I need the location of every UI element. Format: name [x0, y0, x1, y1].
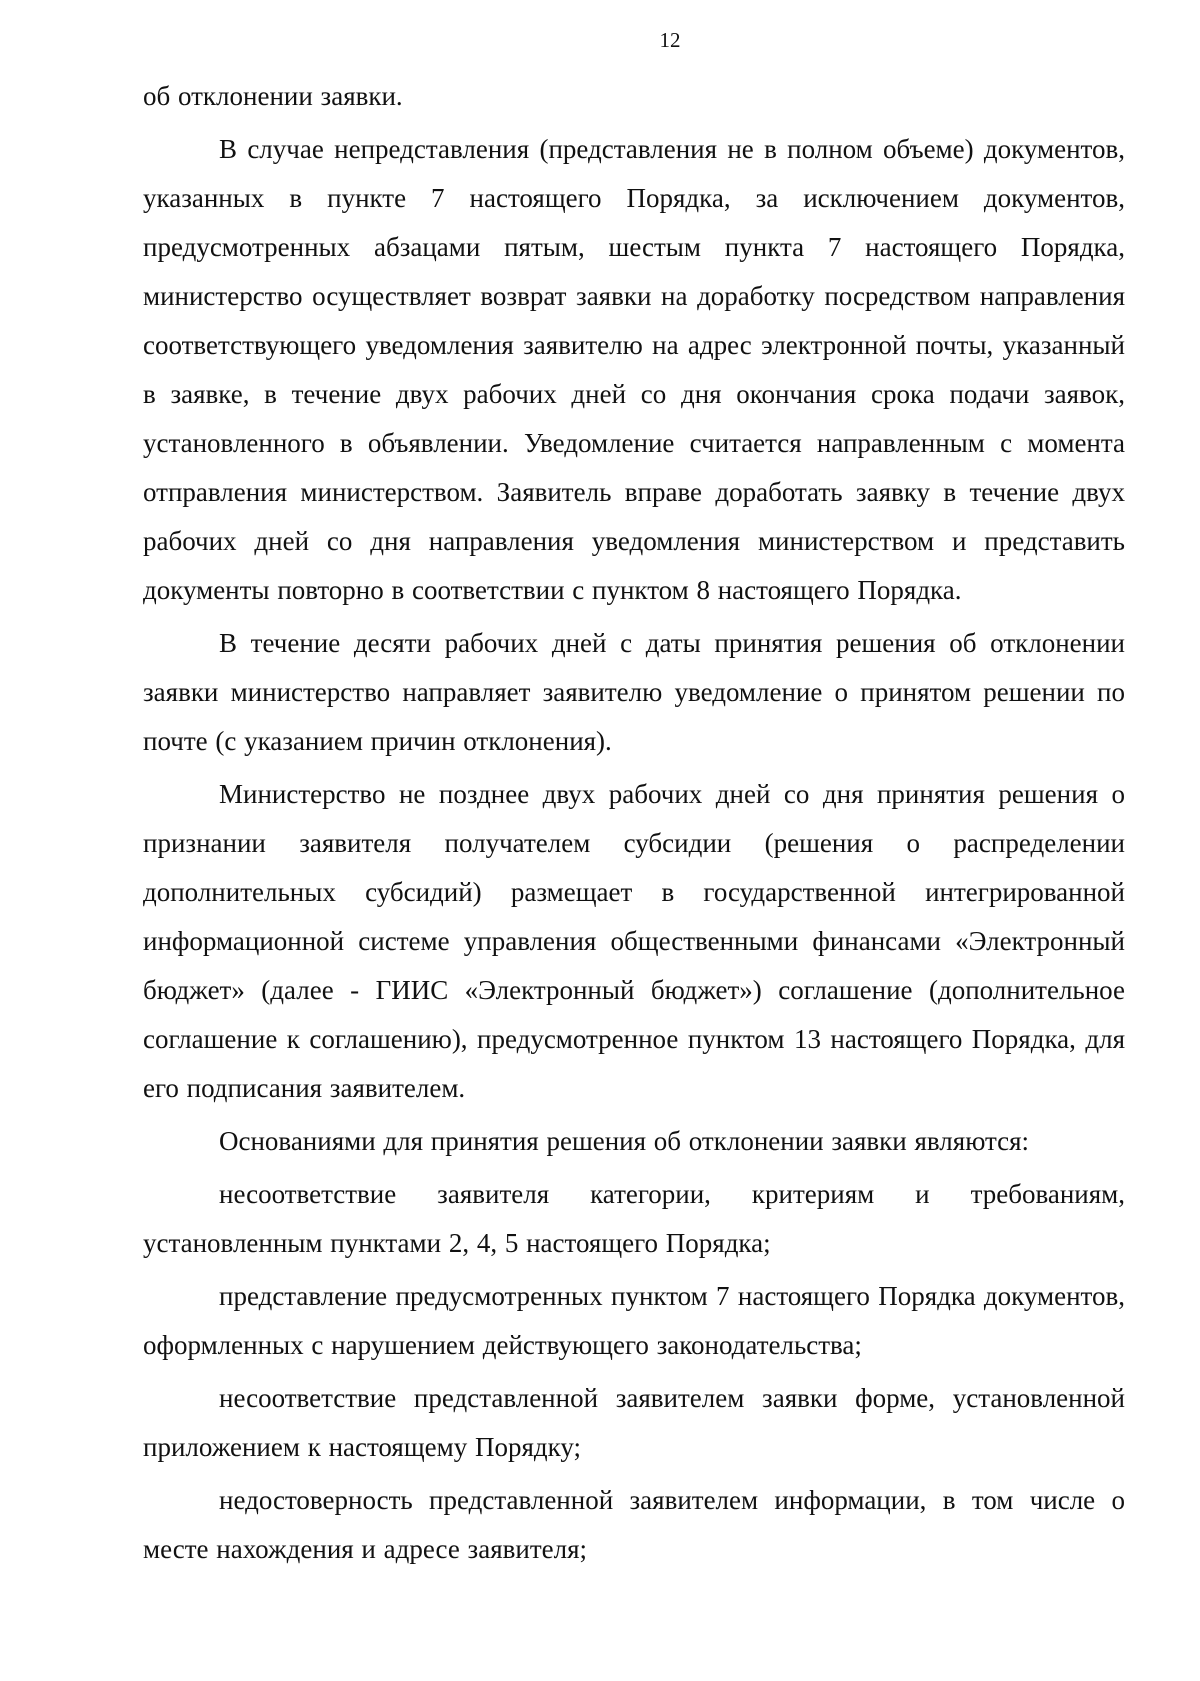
paragraph-continuation: об отклонении заявки.: [143, 81, 403, 111]
list-item-ground-unreliable-info: недостоверность представленной заявителем информации, в том числе о месте нахождения и адресе заявителя;: [143, 1485, 1125, 1564]
document-body: [143, 72, 1125, 1578]
paragraph-rejection-notice: В течение десяти рабочих дней с даты принятия решения об отклонении заявки министерство направляет заявителю уведомление о принятом решении по почте (с указанием причин отклонения).: [143, 628, 1125, 756]
paragraph-rejection-grounds-intro: Основаниями для принятия решения об отклонении заявки являются:: [219, 1126, 1030, 1156]
page-number: 12: [659, 28, 681, 52]
list-item-ground-category-mismatch: несоответствие заявителя категории, критериям и требованиям, установленным пунктами 2, 4, 5 настоящего Порядка;: [143, 1179, 1125, 1258]
list-item-ground-documents-violation: представление предусмотренных пунктом 7 настоящего Порядка документов, оформленных с нарушением действующего законодательства;: [143, 1281, 1125, 1360]
paragraph-agreement-placement: Министерство не позднее двух рабочих дней со дня принятия решения о признании заявителя получателем субсидии (решения о распределении дополнительных субсидий) размещает в государственной интегрированной информационной системе управления общественными финансами «Электронный бюджет» (далее - ГИИС «Электронный бюджет») соглашение (дополнительное соглашение к соглашению), предусмотренное пунктом 13 настоящего Порядка, для его подписания заявителем.: [143, 779, 1125, 1103]
paragraph-return-for-revision: В случае непредставления (представления не в полном объеме) документов, указанных в пункте 7 настоящего Порядка, за исключением документов, предусмотренных абзацами пятым, шестым пункта 7 настоящего Порядка, министерство осуществляет возврат заявки на доработку посредством направления соответствующего уведомления заявителю на адрес электронной почты, указанный в заявке, в течение двух рабочих дней со дня окончания срока подачи заявок, установленного в объявлении. Уведомление считается направленным с момента отправления министерством. Заявитель вправе доработать заявку в течение двух рабочих дней со дня направления уведомления министерством и представить документы повторно в соответствии с пунктом 8 настоящего Порядка.: [143, 134, 1125, 605]
list-item-ground-form-mismatch: несоответствие представленной заявителем заявки форме, установленной приложением к настоящему Порядку;: [143, 1383, 1125, 1462]
